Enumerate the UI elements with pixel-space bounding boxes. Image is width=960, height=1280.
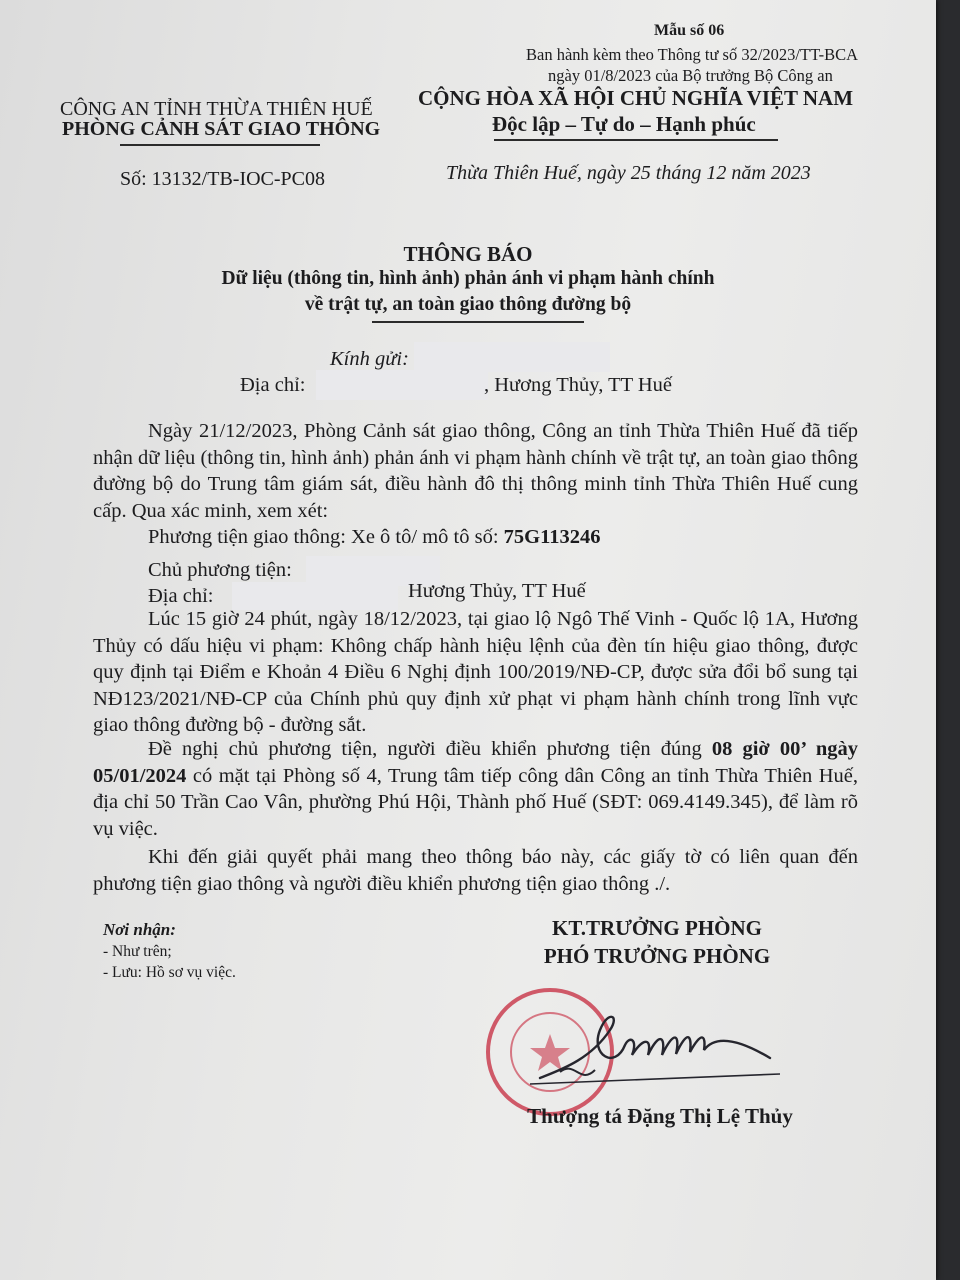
form-issued-with: Ban hành kèm theo Thông tư số 32/2023/TT-BCA xyxy=(526,45,859,64)
notice-subtitle-2: về trật tự, an toàn giao thông đường bộ xyxy=(304,294,632,315)
appointment-time: 08 giờ 00’ ngày 05/01/2024 xyxy=(93,738,858,787)
recipients-label: Nơi nhận: xyxy=(103,920,176,939)
redacted-recipient xyxy=(414,342,610,372)
vehicle-line xyxy=(148,526,600,549)
recipient-address-label: Địa chỉ: xyxy=(240,374,306,396)
handwritten-signature xyxy=(520,1000,780,1090)
form-issued-date: ngày 01/8/2023 của Bộ trưởng Bộ Công an xyxy=(548,66,833,85)
agency-line1: CÔNG AN TỈNH THỪA THIÊN HUẾ xyxy=(60,98,373,120)
body-paragraph-1 xyxy=(93,418,858,524)
motto-underline xyxy=(494,139,778,141)
title-underline xyxy=(372,321,584,323)
vehicle-plate: 75G113246 xyxy=(503,526,601,548)
body-paragraph-4-text: Khi đến giải quyết phải mang theo thông báo này, các giấy tờ có liên quan đến phương tiện giao thông và người điều khiển phương tiện giao thông ./. xyxy=(93,846,858,895)
body-paragraph-3-a: Đề nghị chủ phương tiện, người điều khiển phương tiện đúng xyxy=(148,738,702,760)
vehicle-label: Phương tiện giao thông: Xe ô tô/ mô tô số: xyxy=(148,526,499,548)
nation-motto: Độc lập – Tự do – Hạnh phúc xyxy=(492,112,756,136)
agency-line2: PHÒNG CẢNH SÁT GIAO THÔNG xyxy=(62,118,381,140)
recipients-item-1: - Như trên; xyxy=(103,943,172,960)
document-number: Số: 13132/TB-IOC-PC08 xyxy=(120,168,326,190)
body-paragraph-2-text: Lúc 15 giờ 24 phút, ngày 18/12/2023, tại giao lộ Ngô Thế Vinh - Quốc lộ 1A, Hương Thủy có dấu hiệu vi phạm: Không chấp hành hiệu lệnh của đèn tín hiệu giao thông, được quy định tại Điểm e Khoản 4 Điều 6 Nghị định 100/2019/NĐ-CP, được sửa đổi bổ sung tại NĐ123/2021/NĐ-CP của Chính phủ quy định xử phạt vi phạm hành chính trong lĩnh vực giao thông đường bộ - đường sắt. xyxy=(93,608,858,736)
redacted-address xyxy=(316,370,488,400)
signature-title-1: KT.TRƯỞNG PHÒNG xyxy=(552,916,762,940)
body-paragraph-3-b: có mặt tại Phòng số 4, Trung tâm tiếp công dân Công an tỉnh Thừa Thiên Huế, địa chỉ 50 Trần Cao Vân, phường Phú Hội, Thành phố Huế (SĐT: 069.4149.345), để làm rõ vụ việc. xyxy=(93,764,858,840)
form-number: Mẫu số 06 xyxy=(654,22,725,39)
recipient-label: Kính gửi: xyxy=(330,348,409,370)
body-paragraph-2 xyxy=(93,606,858,739)
place-date: Thừa Thiên Huế, ngày 25 tháng 12 năm 2023 xyxy=(446,162,811,184)
notice-title: THÔNG BÁO xyxy=(403,242,533,266)
owner-address-label: Địa chỉ: xyxy=(148,585,214,607)
recipients-item-2: - Lưu: Hồ sơ vụ việc. xyxy=(103,964,236,981)
body-paragraph-1-text: Ngày 21/12/2023, Phòng Cảnh sát giao thông, Công an tỉnh Thừa Thiên Huế đã tiếp nhận dữ liệu (thông tin, hình ảnh) phản ánh vi phạm hành chính về trật tự, an toàn giao thông đường bộ do Trung tâm giám sát, điều hành đô thị thông minh tỉnh Thừa Thiên Huế cung cấp. Qua xác minh, xem xét: xyxy=(93,420,858,522)
body-paragraph-4 xyxy=(93,844,858,897)
signature-title-2: PHÓ TRƯỞNG PHÒNG xyxy=(543,944,771,968)
nation-title: CỘNG HÒA XÃ HỘI CHỦ NGHĨA VIỆT NAM xyxy=(418,86,854,110)
agency-underline xyxy=(120,144,320,146)
signer-name: Thượng tá Đặng Thị Lệ Thủy xyxy=(527,1104,793,1128)
recipient-address-tail: , Hương Thủy, TT Huế xyxy=(484,374,673,396)
owner-address-tail: Hương Thủy, TT Huế xyxy=(408,580,586,602)
notice-subtitle-1: Dữ liệu (thông tin, hình ảnh) phản ánh vi phạm hành chính xyxy=(221,268,715,289)
owner-label: Chủ phương tiện: xyxy=(148,559,292,581)
body-paragraph-3 xyxy=(93,736,858,842)
